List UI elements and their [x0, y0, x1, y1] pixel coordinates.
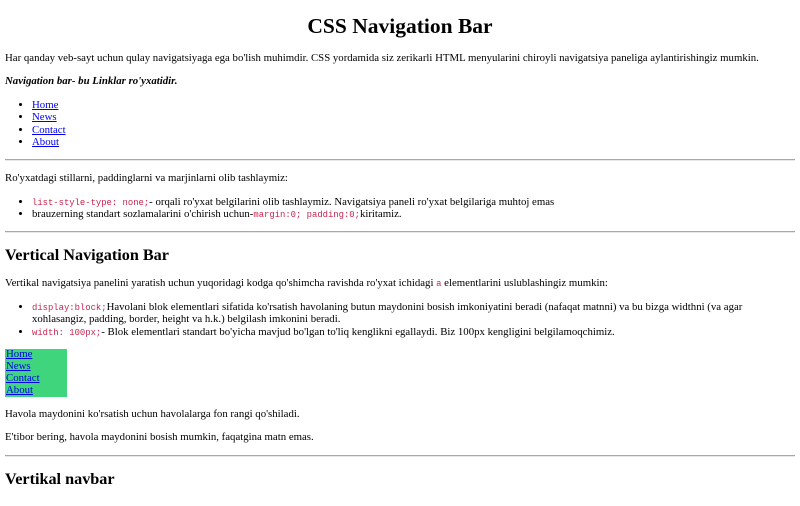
list-item [32, 301, 795, 326]
list-item [32, 208, 795, 221]
background-note-paragraph: Havola maydonini ko'rsatish uchun havolalarga fon rangi qo'shiladi. [5, 407, 300, 420]
list-item-text: Havolani blok elementlari sifatida ko'rsatish havolaning butun maydonini bosish imkoniyatini beradi (nafaqat matnni) va bu bizga widthni (va agar xohlasangiz, padding, border, height va h.k.) belgilash imkonini beradi. [32, 300, 743, 326]
code-snippet: margin:0; padding:0; [253, 210, 360, 221]
nav-item [5, 385, 67, 397]
list-item [32, 136, 795, 149]
list-item-text: brauzerning standart sozlamalarini o'chirish uchun- [32, 208, 254, 221]
vertical-section-heading: Vertical Navigation Bar [5, 246, 169, 265]
list-item [32, 326, 795, 339]
clickable-area-paragraph: E'tibor bering, havola maydonini bosish mumkin, faqatgina matn emas. [5, 431, 314, 444]
code-snippet: display:block; [32, 302, 107, 313]
list-item-text: kiritamiz. [359, 208, 402, 221]
demo-link-about[interactable]: About [5, 385, 67, 397]
intro-nav-list [5, 99, 795, 149]
demo-link-news[interactable]: News [5, 361, 67, 373]
paragraph-text: Vertikal navigatsiya panelini yaratish uchun yuqoridagi kodga qo'shimcha ravishda ro'yxat ichidagi [5, 277, 437, 290]
bottom-section-heading: Vertikal navbar [5, 469, 115, 488]
list-item-text: - Blok elementlari standart bo'yicha mavjud bo'lgan to'liq kenglikni egallaydi. Biz 100px kengligini belgilamoqchimiz. [101, 325, 615, 338]
list-item [32, 111, 795, 124]
reset-section-intro: Ro'yxatdagi stillarni, paddinglarni va marjinlarni olib tashlaymiz: [5, 172, 288, 185]
list-item-text: - orqali ro'yxat belgilarini olib tashlaymiz. Navigatsiya paneli ro'yxat belgilariga muhtoj emas [149, 195, 555, 208]
reset-list [5, 196, 795, 221]
list-item [32, 196, 795, 209]
vertical-style-list [5, 301, 795, 339]
page-title: CSS Navigation Bar [307, 14, 493, 38]
link-home[interactable]: Home [32, 98, 59, 111]
paragraph-text: elementlarini uslublashingiz mumkin: [441, 277, 608, 290]
code-snippet: width: 100px; [32, 327, 102, 338]
divider [5, 455, 795, 457]
vertical-navbar-demo [5, 349, 67, 397]
vertical-section-paragraph [5, 277, 795, 290]
code-snippet: a [436, 279, 442, 290]
code-snippet: list-style-type: none; [32, 197, 150, 208]
link-about[interactable]: About [32, 136, 59, 149]
list-item [32, 99, 795, 112]
definition-note: Navigation bar- bu Linklar ro'yxatidir. [5, 75, 178, 88]
intro-paragraph: Har qanday veb-sayt uchun qulay navigatsiyaga ega bo'lish muhimdir. CSS yordamida siz zerikarli HTML menyularini chiroyli navigatsiya paneliga aylantirishingiz mumkin. [5, 52, 759, 64]
demo-link-contact[interactable]: Contact [5, 373, 67, 385]
demo-link-home[interactable]: Home [5, 349, 67, 361]
divider [5, 231, 795, 233]
divider [5, 159, 795, 161]
link-contact[interactable]: Contact [32, 123, 66, 136]
list-item [32, 124, 795, 137]
link-news[interactable]: News [32, 111, 57, 124]
